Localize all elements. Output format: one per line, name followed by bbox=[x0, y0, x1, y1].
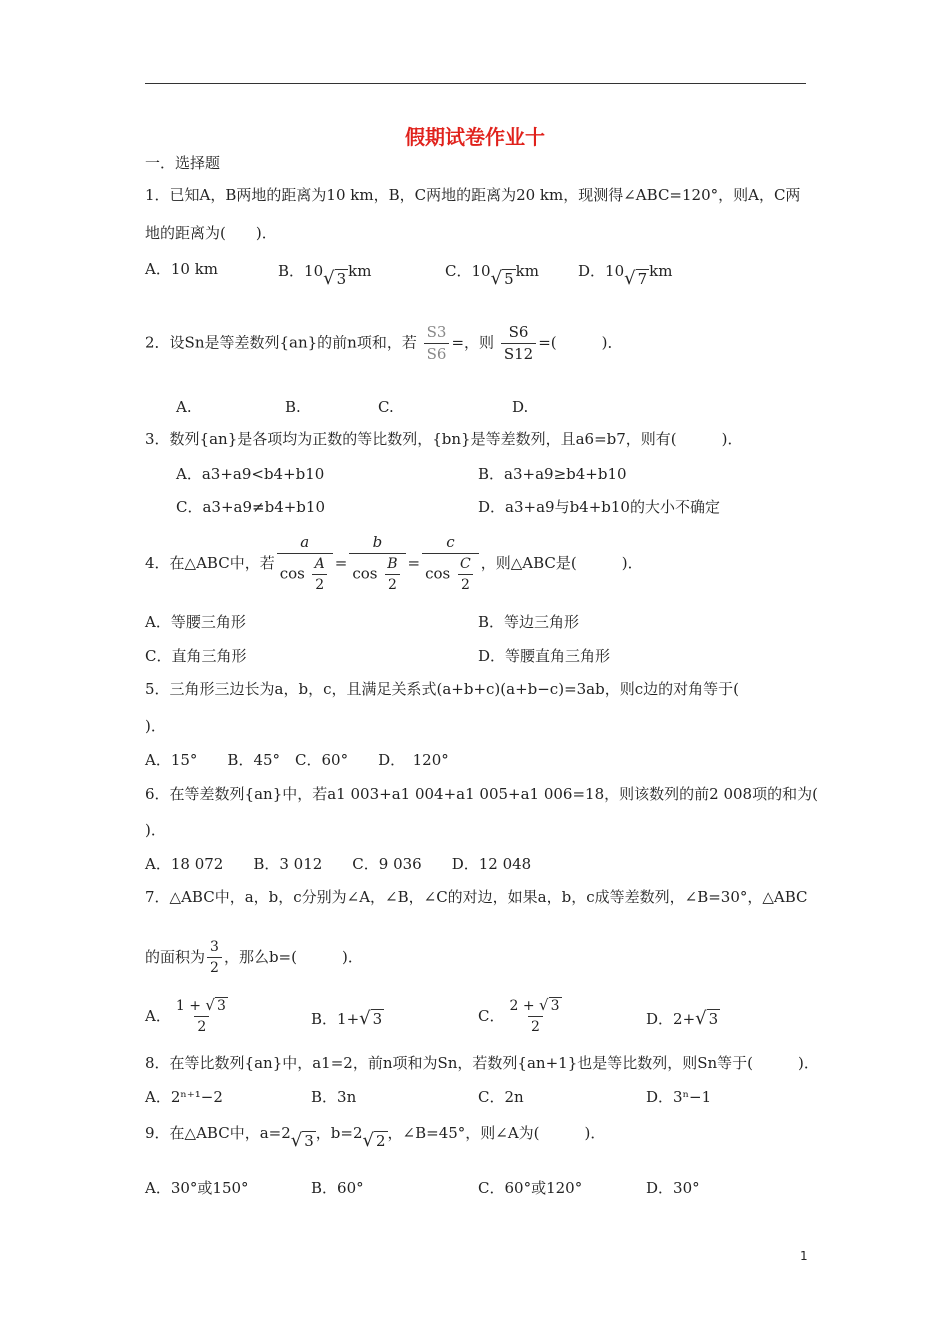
q5-stem-line2: )． bbox=[145, 717, 166, 735]
q3-option-b: B．a3+a9≥b4+b10 bbox=[478, 465, 627, 483]
q2-stem: 2．设Sn是等差数列{an}的前n项和，若 $\frac{S3}{S6}$ =，则 $\frac{S6}{S12}$ =( )． bbox=[145, 323, 623, 363]
q8-option-a: A．2ⁿ⁺¹−2 bbox=[145, 1088, 223, 1106]
q1-stem-line2: 地的距离为( )． bbox=[145, 224, 277, 242]
q9-stem: 9．在△ABC中，a=2√ 3 ，b=2√ 2 ，∠B=45°，则∠A为( )． bbox=[145, 1124, 606, 1151]
q3-option-a: A．a3+a9<b4+b10 bbox=[176, 465, 325, 483]
q7-option-c: C． $\frac{2 + √ 3}{2}$ bbox=[478, 996, 560, 1035]
q2-option-d: D. bbox=[512, 398, 529, 416]
q3-option-d: D．a3+a9与b4+b10的大小不确定 bbox=[478, 498, 720, 516]
q4-fraction-b: b cos $\frac{B}{2}$ bbox=[349, 535, 405, 592]
q4-option-a: A．等腰三角形 bbox=[145, 613, 246, 631]
q8-stem: 8．在等比数列{an}中，a1=2，前n项和为Sn，若数列{an+1}也是等比数列，则Sn等于( )． bbox=[145, 1054, 819, 1072]
q4-option-b: B．等边三角形 bbox=[478, 613, 580, 631]
q7-stem-line1: 7．△ABC中，a，b，c分别为∠A，∠B，∠C的对边，如果a，b，c成等差数列，∠B=30°，△ABC bbox=[145, 888, 808, 906]
q9-option-b: B．60° bbox=[311, 1179, 364, 1197]
q3-option-c: C．a3+a9≠b4+b10 bbox=[176, 498, 325, 516]
q1-stem-line1: 1．已知A，B两地的距离为10 km，B，C两地的距离为20 km，现测得∠ABC=120°，则A，C两 bbox=[145, 186, 801, 204]
q1-option-b: B．10√ 3 km bbox=[278, 262, 372, 289]
q6-stem-line1: 6．在等差数列{an}中，若a1 003+a1 004+a1 005+a1 006=18，则该数列的前2 008项的和为( bbox=[145, 785, 818, 803]
q9-option-a: A．30°或150° bbox=[145, 1179, 249, 1197]
q8-option-c: C．2n bbox=[478, 1088, 524, 1106]
q7-option-d: D．2+√ 3 bbox=[646, 1008, 719, 1029]
q5-options: A．15° B．45° C．60° D． 120° bbox=[145, 751, 449, 769]
q9-option-d: D．30° bbox=[646, 1179, 700, 1197]
q1-option-d: D．10√ 7 km bbox=[578, 262, 673, 289]
q4-stem: 4．在△ABC中，若 a cos $\frac{A}{2}$ = b cos $\frac{B}{2}$ = c cos $\frac{C}{2}$ ，则△ABC是( )． bbox=[145, 533, 643, 593]
q7-area-fraction: $\frac{3}{2}$ bbox=[207, 940, 222, 975]
q9-option-c: C．60°或120° bbox=[478, 1179, 583, 1197]
q6-options: A．18 072 B．3 012 C．9 036 D．12 048 bbox=[145, 855, 532, 873]
page-number: 1 bbox=[800, 1249, 808, 1263]
q2-option-c: C. bbox=[378, 398, 394, 416]
q4-option-c: C．直角三角形 bbox=[145, 647, 247, 665]
q2-fraction-1: $\frac{S3}{S6}$ bbox=[424, 325, 450, 362]
q7-stem-line2: 的面积为 $\frac{3}{2}$ ，那么b=( )． bbox=[145, 939, 363, 976]
q7-option-b: B．1+√ 3 bbox=[311, 1008, 383, 1029]
q8-option-b: B．3n bbox=[311, 1088, 357, 1106]
q4-option-d: D．等腰直角三角形 bbox=[478, 647, 611, 665]
q2-fraction-2: $\frac{S6}{S12}$ bbox=[501, 325, 536, 362]
q4-fraction-c: c cos $\frac{C}{2}$ bbox=[422, 535, 479, 592]
q2-option-b: B. bbox=[285, 398, 301, 416]
header-rule bbox=[145, 83, 806, 84]
q3-stem: 3．数列{an}是各项均为正数的等比数列，{bn}是等差数列，且a6=b7，则有( )． bbox=[145, 430, 743, 448]
q4-fraction-a: a cos $\frac{A}{2}$ bbox=[277, 535, 333, 592]
page-title: 假期试卷作业十 bbox=[405, 125, 545, 149]
section-heading: 一．选择题 bbox=[145, 154, 221, 172]
q1-option-c: C．10√ 5 km bbox=[445, 262, 539, 289]
q1-option-a: A．10 km bbox=[145, 260, 219, 278]
q8-option-d: D．3ⁿ−1 bbox=[646, 1088, 712, 1106]
q5-stem-line1: 5．三角形三边长为a，b，c，且满足关系式(a+b+c)(a+b−c)=3ab，则c边的对角等于( bbox=[145, 680, 739, 698]
q6-stem-line2: )． bbox=[145, 821, 166, 839]
q2-option-a: A. bbox=[176, 398, 192, 416]
q7-option-a: A． $\frac{1 + √ 3}{2}$ bbox=[145, 996, 226, 1035]
